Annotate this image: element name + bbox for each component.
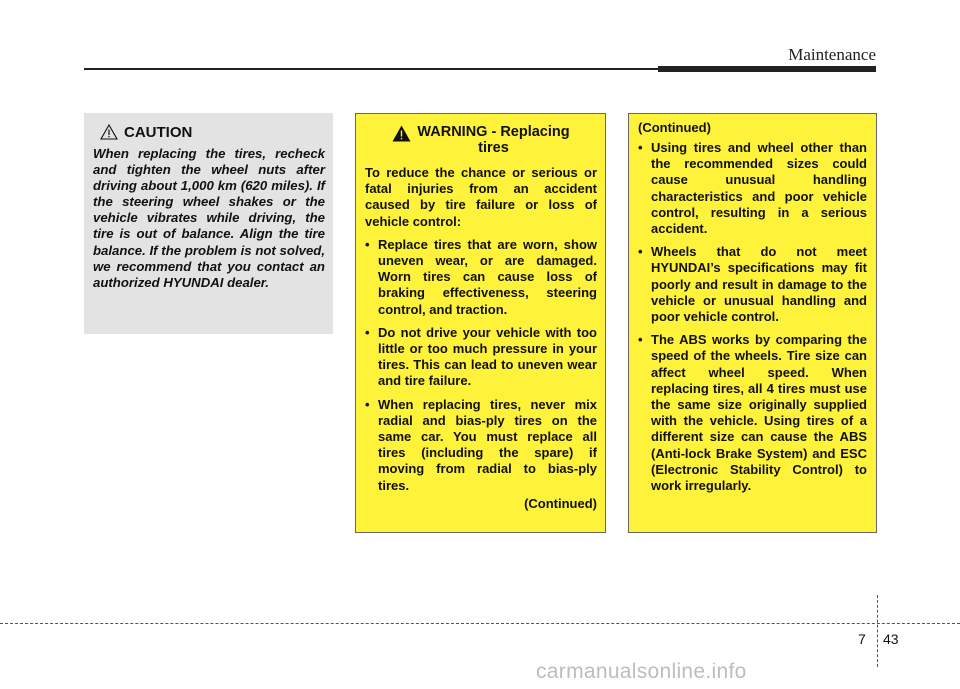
header-rule (84, 68, 664, 70)
watermark: carmanualsonline.info (536, 660, 747, 683)
continued-label: (Continued) (524, 495, 597, 511)
warning-list (365, 237, 597, 494)
warning-title (417, 124, 569, 156)
warning-triangle-icon (392, 125, 411, 142)
continued-label-top: (Continued) (638, 120, 711, 135)
page-number: 43 (883, 631, 899, 647)
chapter-number: 7 (858, 631, 866, 647)
warning-continued-list (638, 140, 867, 494)
caution-triangle-icon (100, 124, 118, 140)
warning-bullet: • Do not drive your vehicle with too little or too much pressure in your tires. This can lead to uneven wear and tire failure. (365, 325, 597, 390)
caution-header (93, 121, 325, 143)
warning-bullet: • Wheels that do not meet HYUNDAI’s specifications may fit poorly and result in damage to the vehicle or unusual handling and poor vehicle control. (638, 244, 867, 325)
warning-continued-box (628, 113, 877, 533)
warning-title-line1: WARNING - Replacing (417, 124, 570, 140)
header-rule-thick (658, 66, 876, 72)
footer-dashed-rule (0, 623, 960, 624)
footer-dashed-divider (877, 595, 878, 667)
section-title: Maintenance (788, 45, 876, 64)
caution-box (84, 113, 333, 334)
warning-header (365, 124, 597, 156)
warning-bullet: • The ABS works by comparing the speed of the wheels. Tire size can affect wheel speed. When replacing tires, all 4 tires must use the same size originally supplied with the vehicle. Using tires of a different size can cause the ABS (Anti-lock Brake System) and ESC (Electronic Stability Control) to work irregularly. (638, 332, 867, 494)
warning-bullet: • When replacing tires, never mix radial and bias-ply tires on the same car. You must replace all tires (including the spare) if moving from radial to bias-ply tires. (365, 397, 597, 494)
warning-bullet: • Replace tires that are worn, show uneven wear, or are damaged. Worn tires can cause loss of braking effectiveness, steering control, and traction. (365, 237, 597, 318)
warning-box (355, 113, 606, 533)
caution-text: When replacing the tires, recheck and tighten the wheel nuts after driving about 1,000 km (620 miles). If the steering wheel shakes or the vehicle vibrates while driving, the tire is out of balance. Align the tire balance. If the problem is not solved, we recommend that you contact an authorized HYUNDAI dealer. (93, 146, 325, 290)
warning-bullet: • Using tires and wheel other than the recommended sizes could cause unusual handling characteristics and poor vehicle control, resulting in a serious accident. (638, 140, 867, 237)
caution-title: CAUTION (124, 123, 193, 141)
warning-intro: To reduce the chance or serious or fatal injuries from an accident caused by tire failure or loss of vehicle control: (365, 165, 597, 229)
warning-title-line2: tires (478, 140, 509, 156)
